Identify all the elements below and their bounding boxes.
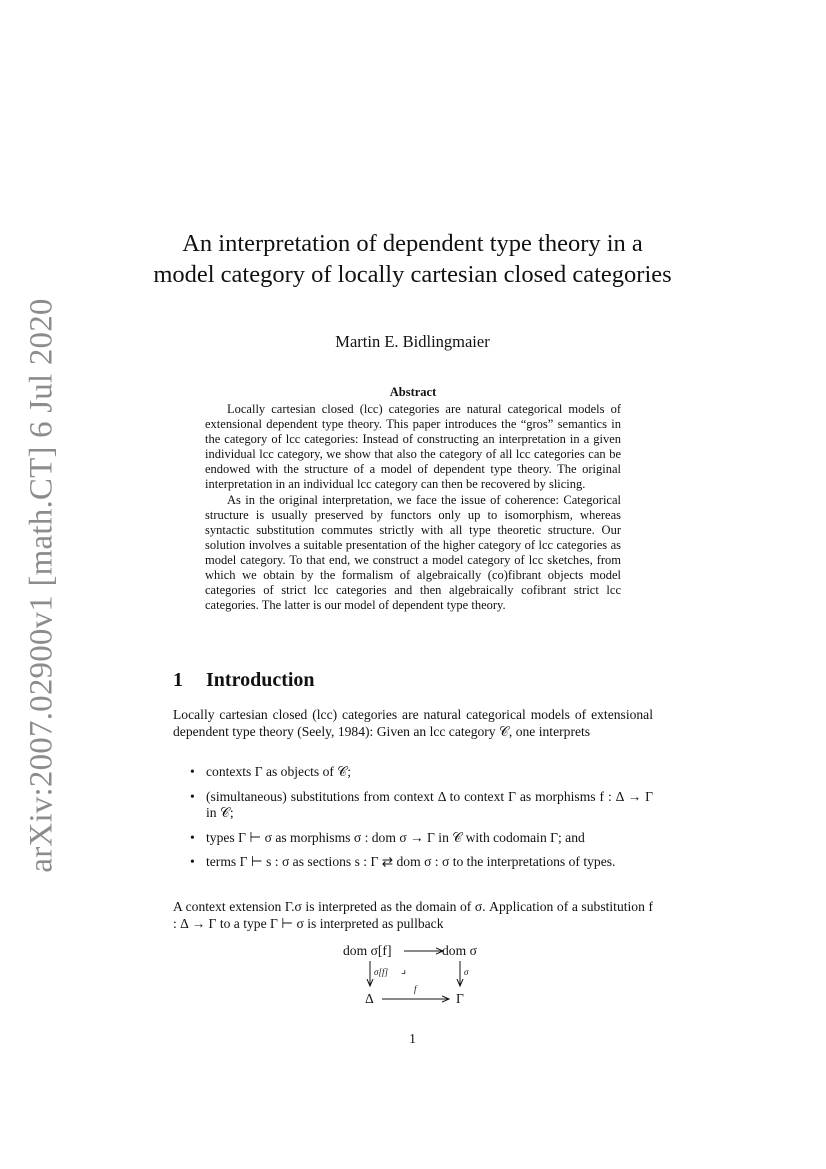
abstract-paragraph: Locally cartesian closed (lcc) categories are natural categorical models of extensional dependent type theory. This paper introduces the “gros” semantics in the category of lcc categories: Instead of constructing an interpretation in a given individual lcc category, we show that also the category of all lcc categories can be endowed with the structure of a model of dependent type theory. The original interpretation in an individual lcc category can then be recovered by slicing.	[205, 402, 621, 492]
list-item: • (simultaneous) substitutions from context Δ to context Γ as morphisms f : Δ → Γ in 𝒞;	[173, 789, 653, 822]
section-title: Introduction	[206, 669, 315, 691]
interpretation-list	[173, 764, 653, 879]
diagram-bottom-right: Γ	[456, 991, 464, 1006]
list-item: • terms Γ ⊢ s : σ as sections s : Γ ⇄ dom σ : σ to the interpretations of types.	[173, 854, 653, 871]
pullback-diagram	[330, 940, 500, 1010]
diagram-left-arrow-label: σ[f]	[374, 967, 388, 977]
paper-author: Martin E. Bidlingmaier	[335, 332, 490, 351]
diagram-bottom-arrow-label: f	[414, 984, 417, 994]
list-item: • contexts Γ as objects of 𝒞;	[173, 764, 653, 781]
abstract-paragraph: As in the original interpretation, we face the issue of coherence: Categorical structure is usually preserved by functors only up to isomorphism, whereas syntactic substitution commutes strictly with all type theoretic structure. Our solution involves a suitable presentation of the higher category of lcc categories as model category. To that end, we construct a model category of lcc sketches, from which we obtain by the formalism of algebraically (co)fibrant objects model categories of strict lcc categories and then algebraically cofibrant strict lcc categories. The latter is our model of dependent type theory.	[205, 492, 621, 613]
diagram-top-left: dom σ[f]	[343, 943, 392, 958]
page-number: 1	[409, 1031, 416, 1046]
diagram-bottom-left: Δ	[365, 991, 374, 1006]
section-number: 1	[173, 669, 183, 691]
section-heading	[173, 669, 653, 692]
diagram-top-right: dom σ	[442, 943, 477, 958]
paper-title: An interpretation of dependent type theory in a model category of locally cartesian closed categories	[153, 230, 672, 288]
diagram-right-arrow-label: σ	[464, 967, 469, 977]
pullback-corner-mark: ⌟	[401, 964, 407, 976]
intro-paragraph: Locally cartesian closed (lcc) categories are natural categorical models of extensional dependent type theory (Seely, 1984): Given an lcc category 𝒞, one interprets	[173, 707, 653, 739]
list-item: • types Γ ⊢ σ as morphisms σ : dom σ → Γ in 𝒞 with codomain Γ; and	[173, 830, 653, 847]
abstract-body	[205, 402, 621, 613]
arxiv-id-text: arXiv:2007.02900v1 [math.CT] 6 Jul 2020	[23, 297, 60, 873]
abstract-heading: Abstract	[389, 385, 437, 399]
arxiv-identifier-stamp	[14, 297, 70, 873]
context-extension-paragraph: A context extension Γ.σ is interpreted as the domain of σ. Application of a substitution f : Δ → Γ to a type Γ ⊢ σ is interpreted as pullback	[173, 899, 653, 931]
